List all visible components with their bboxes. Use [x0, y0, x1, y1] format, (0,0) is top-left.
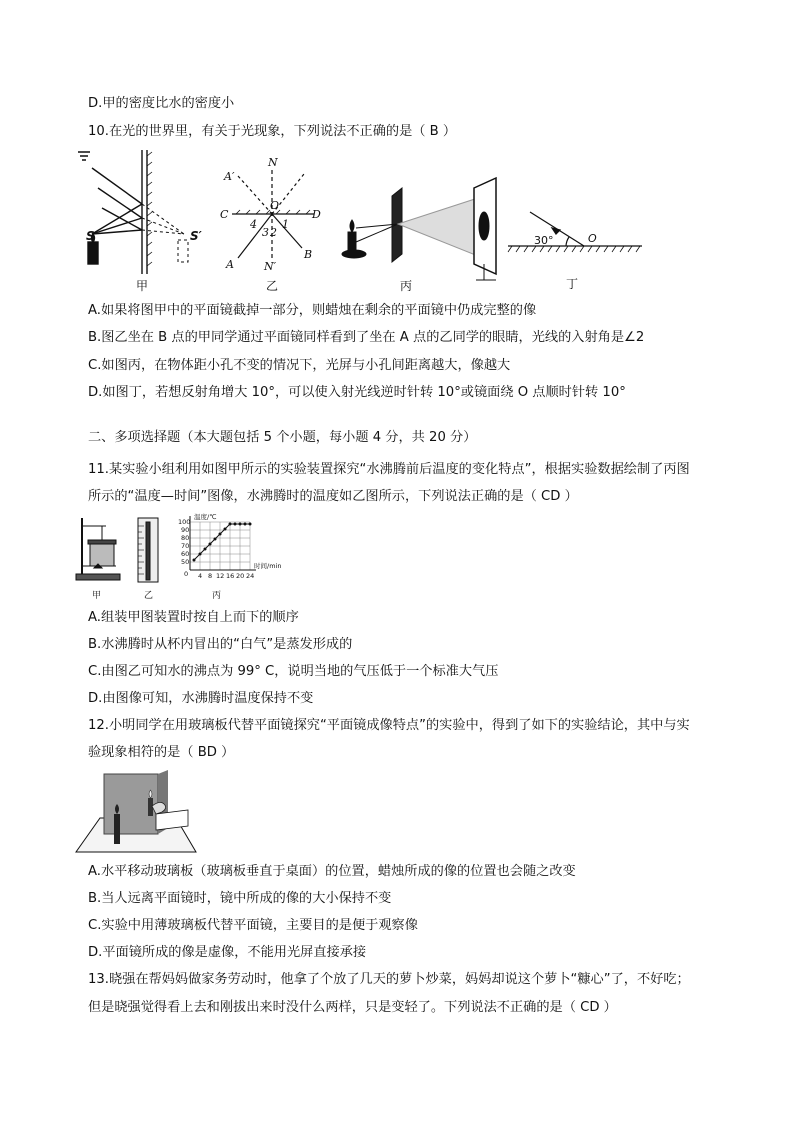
q10-stem: 10.在光的世界里，有关于光现象，下列说法不正确的是（ B ）	[88, 124, 457, 139]
q11-option-b: B.水沸腾时从杯内冒出的“白气”是蒸发形成的	[88, 637, 353, 652]
q11-stem-line2: 所示的“温度—时间”图像，水沸腾时的温度如乙图所示，下列说法正确的是（ CD ）	[88, 489, 578, 504]
q12-option-a: A.水平移动玻璃板（玻璃板垂直于桌面）的位置，蜡烛所成的像的位置也会随之改变	[88, 864, 576, 879]
fig10-jia-mirror	[78, 150, 188, 274]
q10-option-c: C.如图丙，在物体距小孔不变的情况下，光屏与小孔间距离越大，像越大	[88, 358, 511, 373]
fig10-angle-2: 2	[270, 226, 277, 239]
q13-stem-line2: 但是晓强觉得看上去和刚拔出来时没什么两样，只是变轻了。下列说法不正确的是（ CD ）	[88, 1000, 617, 1015]
fig11-xtick-0: 0	[184, 570, 189, 578]
fig10-caption-ding: 丁	[566, 277, 579, 291]
fig10-label-C: C	[220, 208, 229, 221]
q9-option-d: D.甲的密度比水的密度小	[88, 96, 235, 111]
fig10-label-D: D	[312, 208, 321, 221]
q10-option-b: B.图乙坐在 B 点的甲同学通过平面镜同样看到了坐在 A 点的乙同学的眼睛，光线的入射角是∠2	[88, 330, 645, 345]
fig11-jia-apparatus	[76, 518, 120, 580]
q13-stem-line1: 13.晓强在帮妈妈做家务劳动时，他拿了个放了几天的萝卜炒菜，妈妈却说这个萝卜“糠心”了，不好吃；	[88, 972, 690, 987]
fig10-label-B: B	[304, 248, 313, 261]
fig10-label-O2: O	[588, 232, 597, 245]
fig10-ding-angle	[508, 212, 642, 252]
fig11-xtick-4: 4	[198, 572, 203, 580]
plane-mirror-experiment-image	[72, 768, 198, 856]
fig11-caption-bing: 丙	[212, 591, 222, 601]
fig11-bing-graph	[190, 516, 256, 570]
fig10-caption-jia: 甲	[136, 279, 149, 293]
q12-figure	[72, 768, 198, 856]
fig10-label-N-prime: N′	[264, 260, 277, 273]
q12-stem-line2: 验现象相符的是（ BD ）	[88, 745, 235, 760]
fig11-caption-jia: 甲	[92, 591, 102, 601]
fig10-label-O: O	[270, 199, 280, 212]
fig10-angle-30: 30°	[534, 234, 554, 247]
fig10-bing-pinhole	[342, 178, 496, 280]
fig11-xtick-8: 8	[208, 572, 213, 580]
fig10-caption-bing: 丙	[400, 279, 413, 293]
fig11-ylabel: 温度/℃	[194, 513, 217, 521]
q12-option-b: B.当人远离平面镜时，镜中所成的像的大小保持不变	[88, 891, 392, 906]
fig11-ytick-90: 90	[181, 526, 190, 534]
fig11-xtick-24: 24	[246, 572, 255, 580]
fig10-label-S-prime: S′	[190, 229, 202, 243]
fig11-yi-thermometer	[138, 518, 158, 582]
fig10-angle-3: 3	[262, 226, 269, 239]
fig10-label-S: S	[86, 229, 95, 243]
q11-option-a: A.组装甲图装置时按自上而下的顺序	[88, 610, 299, 625]
fig10-label-A-prime: A′	[224, 170, 235, 183]
fig11-ytick-60: 60	[181, 550, 190, 558]
q11-figure	[72, 512, 292, 604]
fig10-yi-reflection	[232, 170, 314, 258]
fig11-ytick-50: 50	[181, 558, 190, 566]
q12-option-d: D.平面镜所成的像是虚像，不能用光屏直接承接	[88, 945, 367, 960]
fig10-angle-1: 1	[282, 218, 289, 231]
fig10-label-A: A	[226, 258, 234, 271]
fig10-angle-4: 4	[250, 218, 257, 231]
section-2-heading: 二、多项选择题（本大题包括 5 个小题，每小题 4 分，共 20 分）	[88, 430, 477, 445]
fig11-ytick-100: 100	[178, 518, 191, 526]
fig11-caption-yi: 乙	[144, 591, 154, 601]
q11-option-d: D.由图像可知，水沸腾时温度保持不变	[88, 691, 314, 706]
fig11-xtick-16: 16	[226, 572, 235, 580]
q11-stem-line1: 11.某实验小组利用如图甲所示的实验装置探究“水沸腾前后温度的变化特点”，根据实验数据绘制了丙图	[88, 462, 690, 477]
q12-stem-line1: 12.小明同学在用玻璃板代替平面镜探究“平面镜成像特点”的实验中，得到了如下的实验结论，其中与实	[88, 718, 690, 733]
fig11-ytick-70: 70	[181, 542, 190, 550]
q10-figure	[72, 148, 652, 296]
q12-option-c: C.实验中用薄玻璃板代替平面镜，主要目的是便于观察像	[88, 918, 418, 933]
q11-option-c: C.由图乙可知水的沸点为 99° C，说明当地的气压低于一个标准大气压	[88, 664, 499, 679]
fig10-caption-yi: 乙	[266, 279, 279, 293]
fig11-xtick-20: 20	[236, 572, 245, 580]
fig11-xlabel: 时间/min	[254, 562, 282, 570]
q10-option-a: A.如果将图甲中的平面镜截掉一部分，则蜡烛在剩余的平面镜中仍成完整的像	[88, 303, 537, 318]
fig11-xtick-12: 12	[216, 572, 225, 580]
q10-option-d: D.如图丁，若想反射角增大 10°，可以使入射光线逆时针转 10°或镜面绕 O 点顺时针转 10°	[88, 385, 626, 400]
fig11-ytick-80: 80	[181, 534, 190, 542]
fig10-label-N: N	[268, 156, 278, 169]
